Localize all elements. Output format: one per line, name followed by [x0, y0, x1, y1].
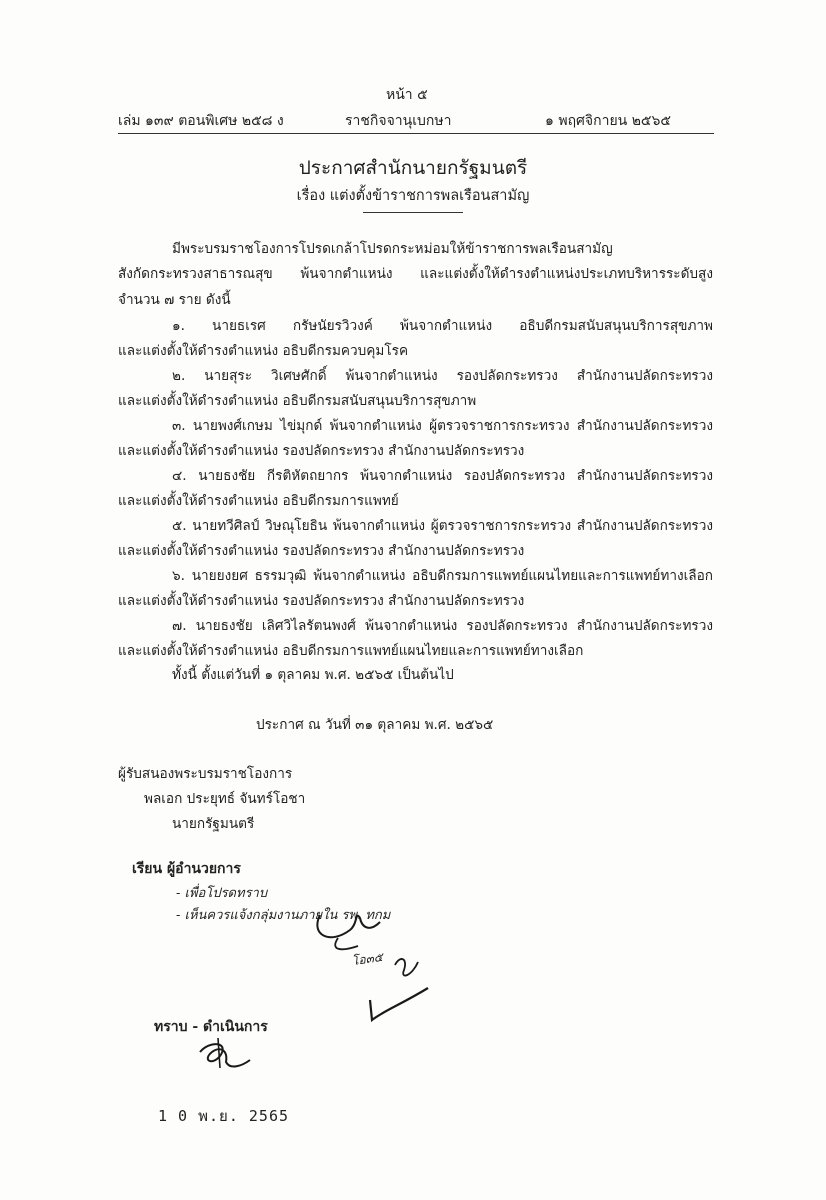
announcement-date: ประกาศ ณ วันที่ ๓๑ ตุลาคม พ.ศ. ๒๕๖๕ — [256, 717, 494, 733]
appointment-1-line-2: และแต่งตั้งให้ดำรงตำแหน่ง อธิบดีกรมควบคุมโรค — [118, 343, 409, 359]
appointment-7-line-2: และแต่งตั้งให้ดำรงตำแหน่ง อธิบดีกรมการแพทย์แผนไทยและการแพทย์ทางเลือก — [118, 643, 584, 659]
page-number: หน้า ๕ — [386, 87, 428, 103]
appointment-4-line-1: ๔. นายธงชัย กีรติหัตถยากร พ้นจากตำแหน่ง รองปลัดกระทรวง สำนักงานปลัดกระทรวง — [172, 468, 713, 484]
title-rule — [363, 212, 463, 213]
appointment-7-line-1: ๗. นายธงชัย เลิศวิไลรัตนพงศ์ พ้นจากตำแหน่ง รองปลัดกระทรวง สำนักงานปลัดกระทรวง — [172, 618, 713, 634]
appointment-4-line-2: และแต่งตั้งให้ดำรงตำแหน่ง อธิบดีกรมการแพทย์ — [118, 493, 399, 509]
intro-line-3: จำนวน ๗ ราย ดังนี้ — [118, 292, 231, 308]
signatory-title: นายกรัฐมนตรี — [172, 816, 255, 832]
appointment-5-line-2: และแต่งตั้งให้ดำรงตำแหน่ง รองปลัดกระทรวง สำนักงานปลัดกระทรวง — [118, 543, 525, 559]
appointment-6-line-2: และแต่งตั้งให้ดำรงตำแหน่ง รองปลัดกระทรวง สำนักงานปลัดกระทรวง — [118, 593, 525, 609]
appointment-5-line-1: ๕. นายทวีศิลป์ วิษณุโยธิน พ้นจากตำแหน่ง ผู้ตรวจราชการกระทรวง สำนักงานปลัดกระทรวง — [172, 518, 713, 534]
received-date-stamp: 1 0 พ.ย. 2565 — [158, 1107, 290, 1125]
header-rule — [118, 133, 714, 134]
appointment-3-line-2: และแต่งตั้งให้ดำรงตำแหน่ง รองปลัดกระทรวง สำนักงานปลัดกระทรวง — [118, 443, 525, 459]
appointment-6-line-1: ๖. นายยงยศ ธรรมวุฒิ พ้นจากตำแหน่ง อธิบดีกรมการแพทย์แผนไทยและการแพทย์ทางเลือก — [172, 568, 713, 584]
gazette-volume: เล่ม ๑๓๙ ตอนพิเศษ ๒๕๘ ง — [118, 113, 284, 129]
handwritten-signature-1 — [300, 880, 460, 1030]
document-subject: เรื่อง แต่งตั้งข้าราชการพลเรือนสามัญ — [296, 188, 530, 204]
memo-initials: โอ๓๕ — [351, 949, 384, 969]
appointment-1-line-1: ๑. นายธเรศ กรัษนัยรวิวงค์ พ้นจากตำแหน่ง อธิบดีกรมสนับสนุนบริการสุขภาพ — [172, 318, 713, 334]
intro-line-1: มีพระบรมราชโองการโปรดเกล้าโปรดกระหม่อมให้ข้าราชการพลเรือนสามัญ — [172, 241, 613, 257]
appointment-2-line-2: และแต่งตั้งให้ดำรงตำแหน่ง อธิบดีกรมสนับสนุนบริการสุขภาพ — [118, 393, 477, 409]
memo-item-1: - เพื่อโปรดทราบ — [176, 886, 268, 901]
countersign-label: ผู้รับสนองพระบรมราชโองการ — [118, 766, 293, 782]
signatory-name: พลเอก ประยุทธ์ จันทร์โอชา — [144, 791, 306, 807]
memo-item-2: - เห็นควรแจ้งกลุ่มงานภายใน รพ. ทกม — [176, 908, 391, 923]
effective-date: ทั้งนี้ ตั้งแต่วันที่ ๑ ตุลาคม พ.ศ. ๒๕๖๕ เป็นต้นไป — [172, 667, 454, 683]
gazette-name: ราชกิจจานุเบกษา — [345, 113, 452, 129]
document-title: ประกาศสำนักนายกรัฐมนตรี — [298, 157, 528, 179]
gazette-date: ๑ พฤศจิกายน ๒๕๖๕ — [545, 113, 671, 129]
acknowledge-note: ทราบ - ดำเนินการ — [154, 1019, 268, 1035]
intro-line-2: สังกัดกระทรวงสาธารณสุข พ้นจากตำแหน่ง และแต่งตั้งให้ดำรงตำแหน่งประเภทบริหารระดับสูง — [118, 266, 713, 282]
memo-recipient: เรียน ผู้อำนวยการ — [132, 861, 241, 877]
appointment-2-line-1: ๒. นายสุระ วิเศษศักดิ์ พ้นจากตำแหน่ง รองปลัดกระทรวง สำนักงานปลัดกระทรวง — [172, 368, 713, 384]
appointment-3-line-1: ๓. นายพงศ์เกษม ไข่มุกด์ พ้นจากตำแหน่ง ผู้ตรวจราชการกระทรวง สำนักงานปลัดกระทรวง — [172, 418, 713, 434]
